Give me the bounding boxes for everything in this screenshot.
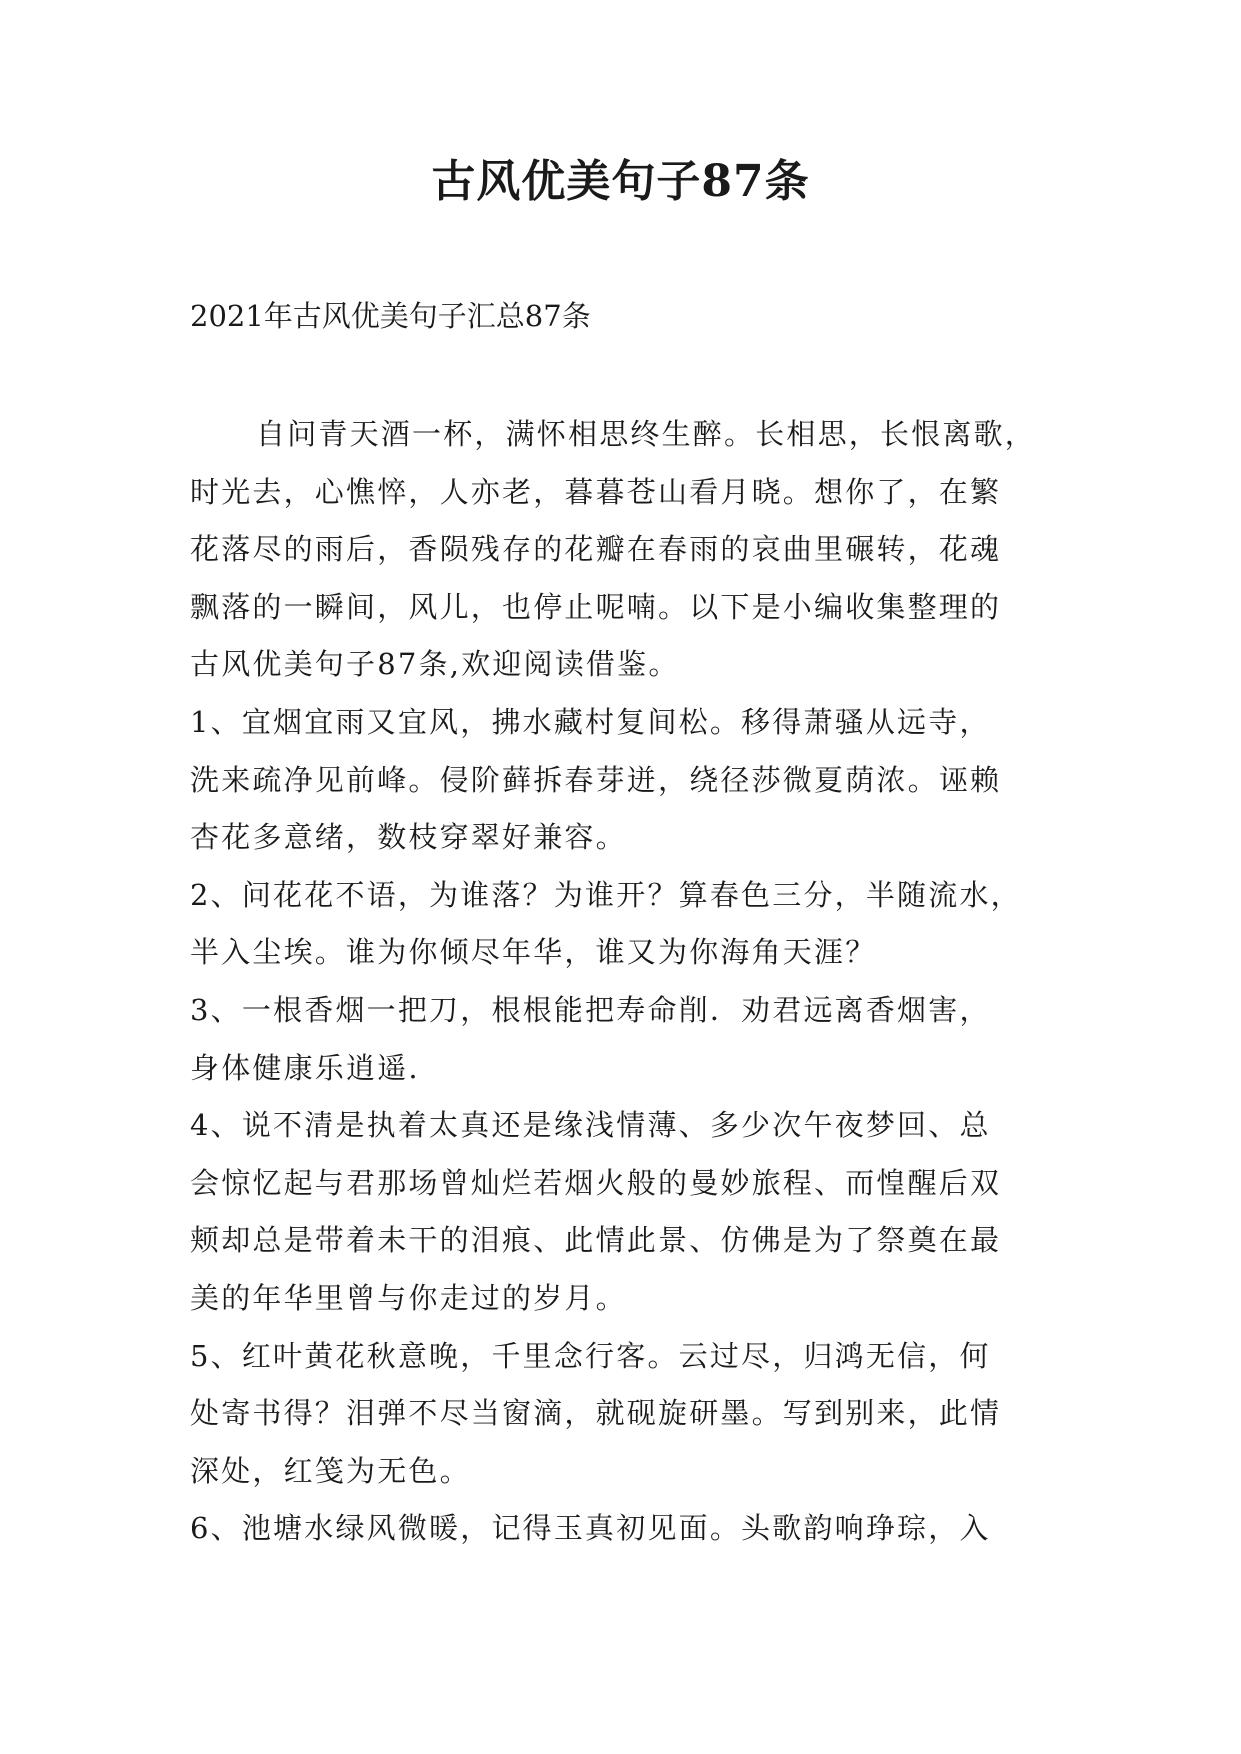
body-line: 2、问花花不语，为谁落？为谁开？算春色三分，半随流水， [190,877,1022,912]
body-line: 身体健康乐逍遥. [190,1050,420,1085]
body-line: 4、说不清是执着太真还是缘浅情薄、多少次午夜梦回、总 [190,1108,991,1143]
body-line: 时光去，心憔悴，人亦老，暮暮苍山看月晓。想你了，在繁 [190,474,1002,509]
body-line: 处寄书得？泪弹不尽当窗滴，就砚旋研墨。写到别来，此情 [190,1396,1002,1431]
body-line: 1、宜烟宜雨又宜风，拂水藏村复间松。移得萧骚从远寺， [190,704,991,739]
document-body [190,406,1070,1558]
body-line: 洗来疏净见前峰。侵阶藓拆春芽迸，绕径莎微夏荫浓。诬赖 [190,762,1002,797]
body-line: 半入尘埃。谁为你倾尽年华，谁又为你海角天涯？ [190,935,877,970]
body-line: 颊却总是带着未干的泪痕、此情此景、仿佛是为了祭奠在最 [190,1223,1002,1258]
body-line: 5、红叶黄花秋意晚，千里念行客。云过尽，归鸿无信，何 [190,1338,991,1373]
body-line: 会惊忆起与君那场曾灿烂若烟火般的曼妙旅程、而惶醒后双 [190,1165,1002,1200]
body-line: 3、一根香烟一把刀，根根能把寿命削．劝君远离香烟害， [190,992,991,1027]
document-subtitle: 2021年古风优美句子汇总87条 [190,299,591,333]
body-line: 花落尽的雨后，香陨残存的花瓣在春雨的哀曲里碾转，花魂 [190,532,1002,567]
document-title: 古风优美句子87条 [431,156,810,207]
body-line: 深处，红笺为无色。 [190,1453,471,1488]
body-line: 飘落的一瞬间，风儿，也停止呢喃。以下是小编收集整理的 [190,589,1002,624]
body-line: 古风优美句子87条,欢迎阅读借鉴。 [190,647,680,682]
body-line: 杏花多意绪，数枝穿翠好兼容。 [190,820,627,855]
body-line: 自问青天酒一杯，满怀相思终生醉。长相思，长恨离歌， [256,417,1037,451]
body-line: 6、池塘水绿风微暖，记得玉真初见面。头歌韵响琤琮，入 [190,1511,991,1546]
body-line: 美的年华里曾与你走过的岁月。 [190,1280,627,1315]
